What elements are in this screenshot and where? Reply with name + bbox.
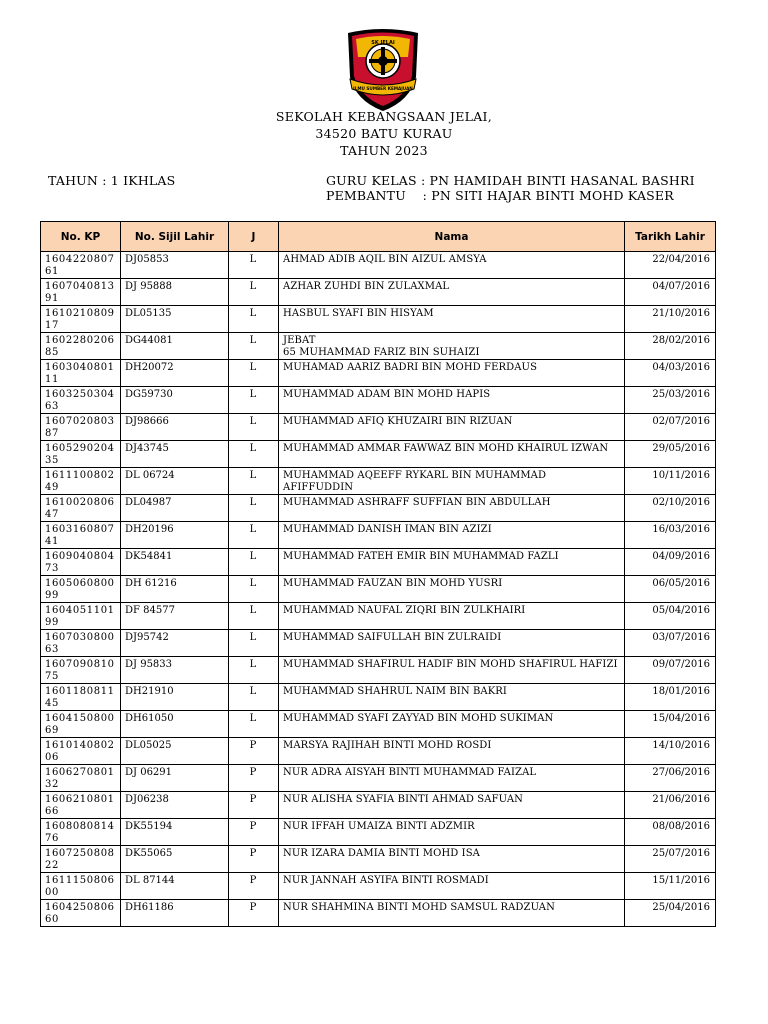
cell-nama: MUHAMMAD NAUFAL ZIQRI BIN ZULKHAIRI: [279, 603, 625, 630]
table-row: [41, 819, 716, 846]
column-header-kp: No. KP: [41, 222, 121, 252]
cell-sijil: DL 87144: [121, 873, 229, 900]
table-row: [41, 630, 716, 657]
cell-tarikh: 02/07/2016: [625, 414, 716, 441]
cell-kp: 160422080761: [41, 252, 121, 279]
cell-tarikh: 15/11/2016: [625, 873, 716, 900]
cell-sijil: DJ95742: [121, 630, 229, 657]
cell-nama: AZHAR ZUHDI BIN ZULAXMAL: [279, 279, 625, 306]
cell-jantina: L: [229, 252, 279, 279]
column-header-jantina: J: [229, 222, 279, 252]
cell-nama: MARSYA RAJIHAH BINTI MOHD ROSDI: [279, 738, 625, 765]
cell-kp: 160304080111: [41, 360, 121, 387]
class-teacher: GURU KELAS : PN HAMIDAH BINTI HASANAL BASHRI: [326, 173, 695, 188]
table-row: [41, 684, 716, 711]
cell-nama: MUHAMMAD SHAHRUL NAIM BIN BAKRI: [279, 684, 625, 711]
cell-tarikh: 04/03/2016: [625, 360, 716, 387]
cell-jantina: L: [229, 414, 279, 441]
cell-sijil: DH61186: [121, 900, 229, 927]
cell-jantina: P: [229, 846, 279, 873]
cell-sijil: DH20196: [121, 522, 229, 549]
table-row: [41, 900, 716, 927]
cell-jantina: P: [229, 873, 279, 900]
cell-nama: MUHAMMAD FATEH EMIR BIN MUHAMMAD FAZLI: [279, 549, 625, 576]
cell-kp: 160316080741: [41, 522, 121, 549]
cell-tarikh: 05/04/2016: [625, 603, 716, 630]
student-roster-table: [40, 221, 716, 927]
cell-jantina: L: [229, 522, 279, 549]
cell-tarikh: 14/10/2016: [625, 738, 716, 765]
table-row: [41, 765, 716, 792]
cell-nama: MUHAMMAD SYAFI ZAYYAD BIN MOHD SUKIMAN: [279, 711, 625, 738]
cell-sijil: DL 06724: [121, 468, 229, 495]
cell-kp: 161002080647: [41, 495, 121, 522]
cell-nama: JEBAT 65 MUHAMMAD FARIZ BIN SUHAIZI: [279, 333, 625, 360]
cell-sijil: DJ98666: [121, 414, 229, 441]
cell-jantina: L: [229, 306, 279, 333]
cell-jantina: L: [229, 630, 279, 657]
cell-jantina: P: [229, 792, 279, 819]
table-row: [41, 603, 716, 630]
cell-tarikh: 21/06/2016: [625, 792, 716, 819]
cell-nama: NUR ADRA AISYAH BINTI MUHAMMAD FAIZAL: [279, 765, 625, 792]
table-row: [41, 387, 716, 414]
cell-tarikh: 25/07/2016: [625, 846, 716, 873]
class-name: TAHUN : 1 IKHLAS: [48, 173, 176, 188]
table-row: [41, 414, 716, 441]
table-row: [41, 306, 716, 333]
cell-nama: NUR ALISHA SYAFIA BINTI AHMAD SAFUAN: [279, 792, 625, 819]
cell-kp: 160621080166: [41, 792, 121, 819]
cell-tarikh: 15/04/2016: [625, 711, 716, 738]
cell-kp: 161110080249: [41, 468, 121, 495]
cell-jantina: L: [229, 657, 279, 684]
table-row: [41, 495, 716, 522]
cell-tarikh: 29/05/2016: [625, 441, 716, 468]
cell-tarikh: 02/10/2016: [625, 495, 716, 522]
column-header-tarikh: Tarikh Lahir: [625, 222, 716, 252]
table-header-row: [41, 222, 716, 252]
cell-nama: MUHAMMAD ASHRAFF SUFFIAN BIN ABDULLAH: [279, 495, 625, 522]
cell-jantina: L: [229, 576, 279, 603]
cell-nama: NUR SHAHMINA BINTI MOHD SAMSUL RADZUAN: [279, 900, 625, 927]
cell-nama: NUR IZARA DAMIA BINTI MOHD ISA: [279, 846, 625, 873]
cell-kp: 161014080206: [41, 738, 121, 765]
cell-sijil: DH20072: [121, 360, 229, 387]
cell-kp: 160702080387: [41, 414, 121, 441]
cell-kp: 160228020685: [41, 333, 121, 360]
cell-kp: 160325030463: [41, 387, 121, 414]
cell-tarikh: 16/03/2016: [625, 522, 716, 549]
cell-kp: 160704081391: [41, 279, 121, 306]
cell-kp: 160725080822: [41, 846, 121, 873]
cell-tarikh: 06/05/2016: [625, 576, 716, 603]
cell-nama: MUHAMMAD AFIQ KHUZAIRI BIN RIZUAN: [279, 414, 625, 441]
cell-kp: 161115080600: [41, 873, 121, 900]
cell-nama: MUHAMMAD FAUZAN BIN MOHD YUSRI: [279, 576, 625, 603]
cell-tarikh: 25/03/2016: [625, 387, 716, 414]
table-row: [41, 333, 716, 360]
table-row: [41, 360, 716, 387]
cell-kp: 160529020435: [41, 441, 121, 468]
cell-jantina: L: [229, 549, 279, 576]
cell-tarikh: 04/09/2016: [625, 549, 716, 576]
cell-sijil: DJ05853: [121, 252, 229, 279]
cell-sijil: DJ06238: [121, 792, 229, 819]
cell-jantina: L: [229, 495, 279, 522]
cell-sijil: DL05025: [121, 738, 229, 765]
staff-info: [326, 173, 695, 203]
cell-tarikh: 08/08/2016: [625, 819, 716, 846]
school-crest-icon: [344, 27, 422, 113]
cell-sijil: DL05135: [121, 306, 229, 333]
table-row: [41, 549, 716, 576]
cell-jantina: P: [229, 819, 279, 846]
school-header: [0, 108, 768, 159]
cell-kp: 160627080132: [41, 765, 121, 792]
table-row: [41, 657, 716, 684]
cell-sijil: DG44081: [121, 333, 229, 360]
table-row: [41, 522, 716, 549]
cell-jantina: L: [229, 711, 279, 738]
cell-tarikh: 21/10/2016: [625, 306, 716, 333]
cell-sijil: DK55194: [121, 819, 229, 846]
table-row: [41, 738, 716, 765]
cell-nama: MUHAMMAD DANISH IMAN BIN AZIZI: [279, 522, 625, 549]
table-row: [41, 711, 716, 738]
cell-sijil: DH21910: [121, 684, 229, 711]
cell-jantina: L: [229, 441, 279, 468]
cell-sijil: DF 84577: [121, 603, 229, 630]
table-row: [41, 468, 716, 495]
cell-nama: MUHAMMAD SAIFULLAH BIN ZULRAIDI: [279, 630, 625, 657]
cell-jantina: L: [229, 360, 279, 387]
crest-motto-bottom: ILMU SUMBER KEMAJUAN: [353, 86, 413, 91]
cell-nama: AHMAD ADIB AQIL BIN AIZUL AMSYA: [279, 252, 625, 279]
cell-sijil: DJ 95833: [121, 657, 229, 684]
cell-nama: NUR IFFAH UMAIZA BINTI ADZMIR: [279, 819, 625, 846]
table-row: [41, 846, 716, 873]
cell-sijil: DJ 95888: [121, 279, 229, 306]
cell-jantina: L: [229, 387, 279, 414]
cell-kp: 160425080660: [41, 900, 121, 927]
cell-tarikh: 28/02/2016: [625, 333, 716, 360]
cell-kp: 160415080069: [41, 711, 121, 738]
table-row: [41, 576, 716, 603]
crest-motto-top: SK JELAI: [371, 40, 395, 46]
cell-nama: MUHAMMAD AMMAR FAWWAZ BIN MOHD KHAIRUL IZWAN: [279, 441, 625, 468]
cell-nama: HASBUL SYAFI BIN HISYAM: [279, 306, 625, 333]
cell-kp: 160904080473: [41, 549, 121, 576]
cell-kp: 160808081476: [41, 819, 121, 846]
cell-jantina: L: [229, 468, 279, 495]
cell-nama: MUHAMMAD ADAM BIN MOHD HAPIS: [279, 387, 625, 414]
cell-jantina: L: [229, 333, 279, 360]
cell-nama: MUHAMMAD SHAFIRUL HADIF BIN MOHD SHAFIRUL HAFIZI: [279, 657, 625, 684]
table-row: [41, 792, 716, 819]
table-row: [41, 252, 716, 279]
cell-jantina: L: [229, 279, 279, 306]
cell-tarikh: 25/04/2016: [625, 900, 716, 927]
cell-tarikh: 04/07/2016: [625, 279, 716, 306]
assistant-teacher: PEMBANTU : PN SITI HAJAR BINTI MOHD KASER: [326, 188, 674, 203]
column-header-nama: Nama: [279, 222, 625, 252]
cell-tarikh: 27/06/2016: [625, 765, 716, 792]
cell-kp: 160709081075: [41, 657, 121, 684]
cell-jantina: P: [229, 765, 279, 792]
cell-nama: MUHAMMAD AQEEFF RYKARL BIN MUHAMMAD AFIFFUDDIN: [279, 468, 625, 495]
cell-sijil: DJ 06291: [121, 765, 229, 792]
table-row: [41, 873, 716, 900]
school-address: 34520 BATU KURAU: [315, 126, 453, 141]
cell-nama: MUHAMAD AARIZ BADRI BIN MOHD FERDAUS: [279, 360, 625, 387]
cell-tarikh: 09/07/2016: [625, 657, 716, 684]
table-row: [41, 279, 716, 306]
school-year: TAHUN 2023: [340, 143, 428, 158]
cell-sijil: DH 61216: [121, 576, 229, 603]
cell-tarikh: 10/11/2016: [625, 468, 716, 495]
cell-sijil: DK55065: [121, 846, 229, 873]
cell-kp: 161021080917: [41, 306, 121, 333]
table-row: [41, 441, 716, 468]
cell-tarikh: 22/04/2016: [625, 252, 716, 279]
cell-kp: 160703080063: [41, 630, 121, 657]
cell-jantina: P: [229, 900, 279, 927]
cell-tarikh: 03/07/2016: [625, 630, 716, 657]
column-header-sijil: No. Sijil Lahir: [121, 222, 229, 252]
cell-kp: 160405110199: [41, 603, 121, 630]
cell-kp: 160506080099: [41, 576, 121, 603]
cell-jantina: L: [229, 684, 279, 711]
table-body: [41, 252, 716, 927]
cell-sijil: DL04987: [121, 495, 229, 522]
cell-sijil: DJ43745: [121, 441, 229, 468]
cell-jantina: L: [229, 603, 279, 630]
cell-sijil: DG59730: [121, 387, 229, 414]
cell-sijil: DH61050: [121, 711, 229, 738]
cell-tarikh: 18/01/2016: [625, 684, 716, 711]
cell-kp: 160118081145: [41, 684, 121, 711]
cell-nama: NUR JANNAH ASYIFA BINTI ROSMADI: [279, 873, 625, 900]
cell-sijil: DK54841: [121, 549, 229, 576]
school-name: SEKOLAH KEBANGSAAN JELAI,: [275, 109, 493, 124]
cell-jantina: P: [229, 738, 279, 765]
